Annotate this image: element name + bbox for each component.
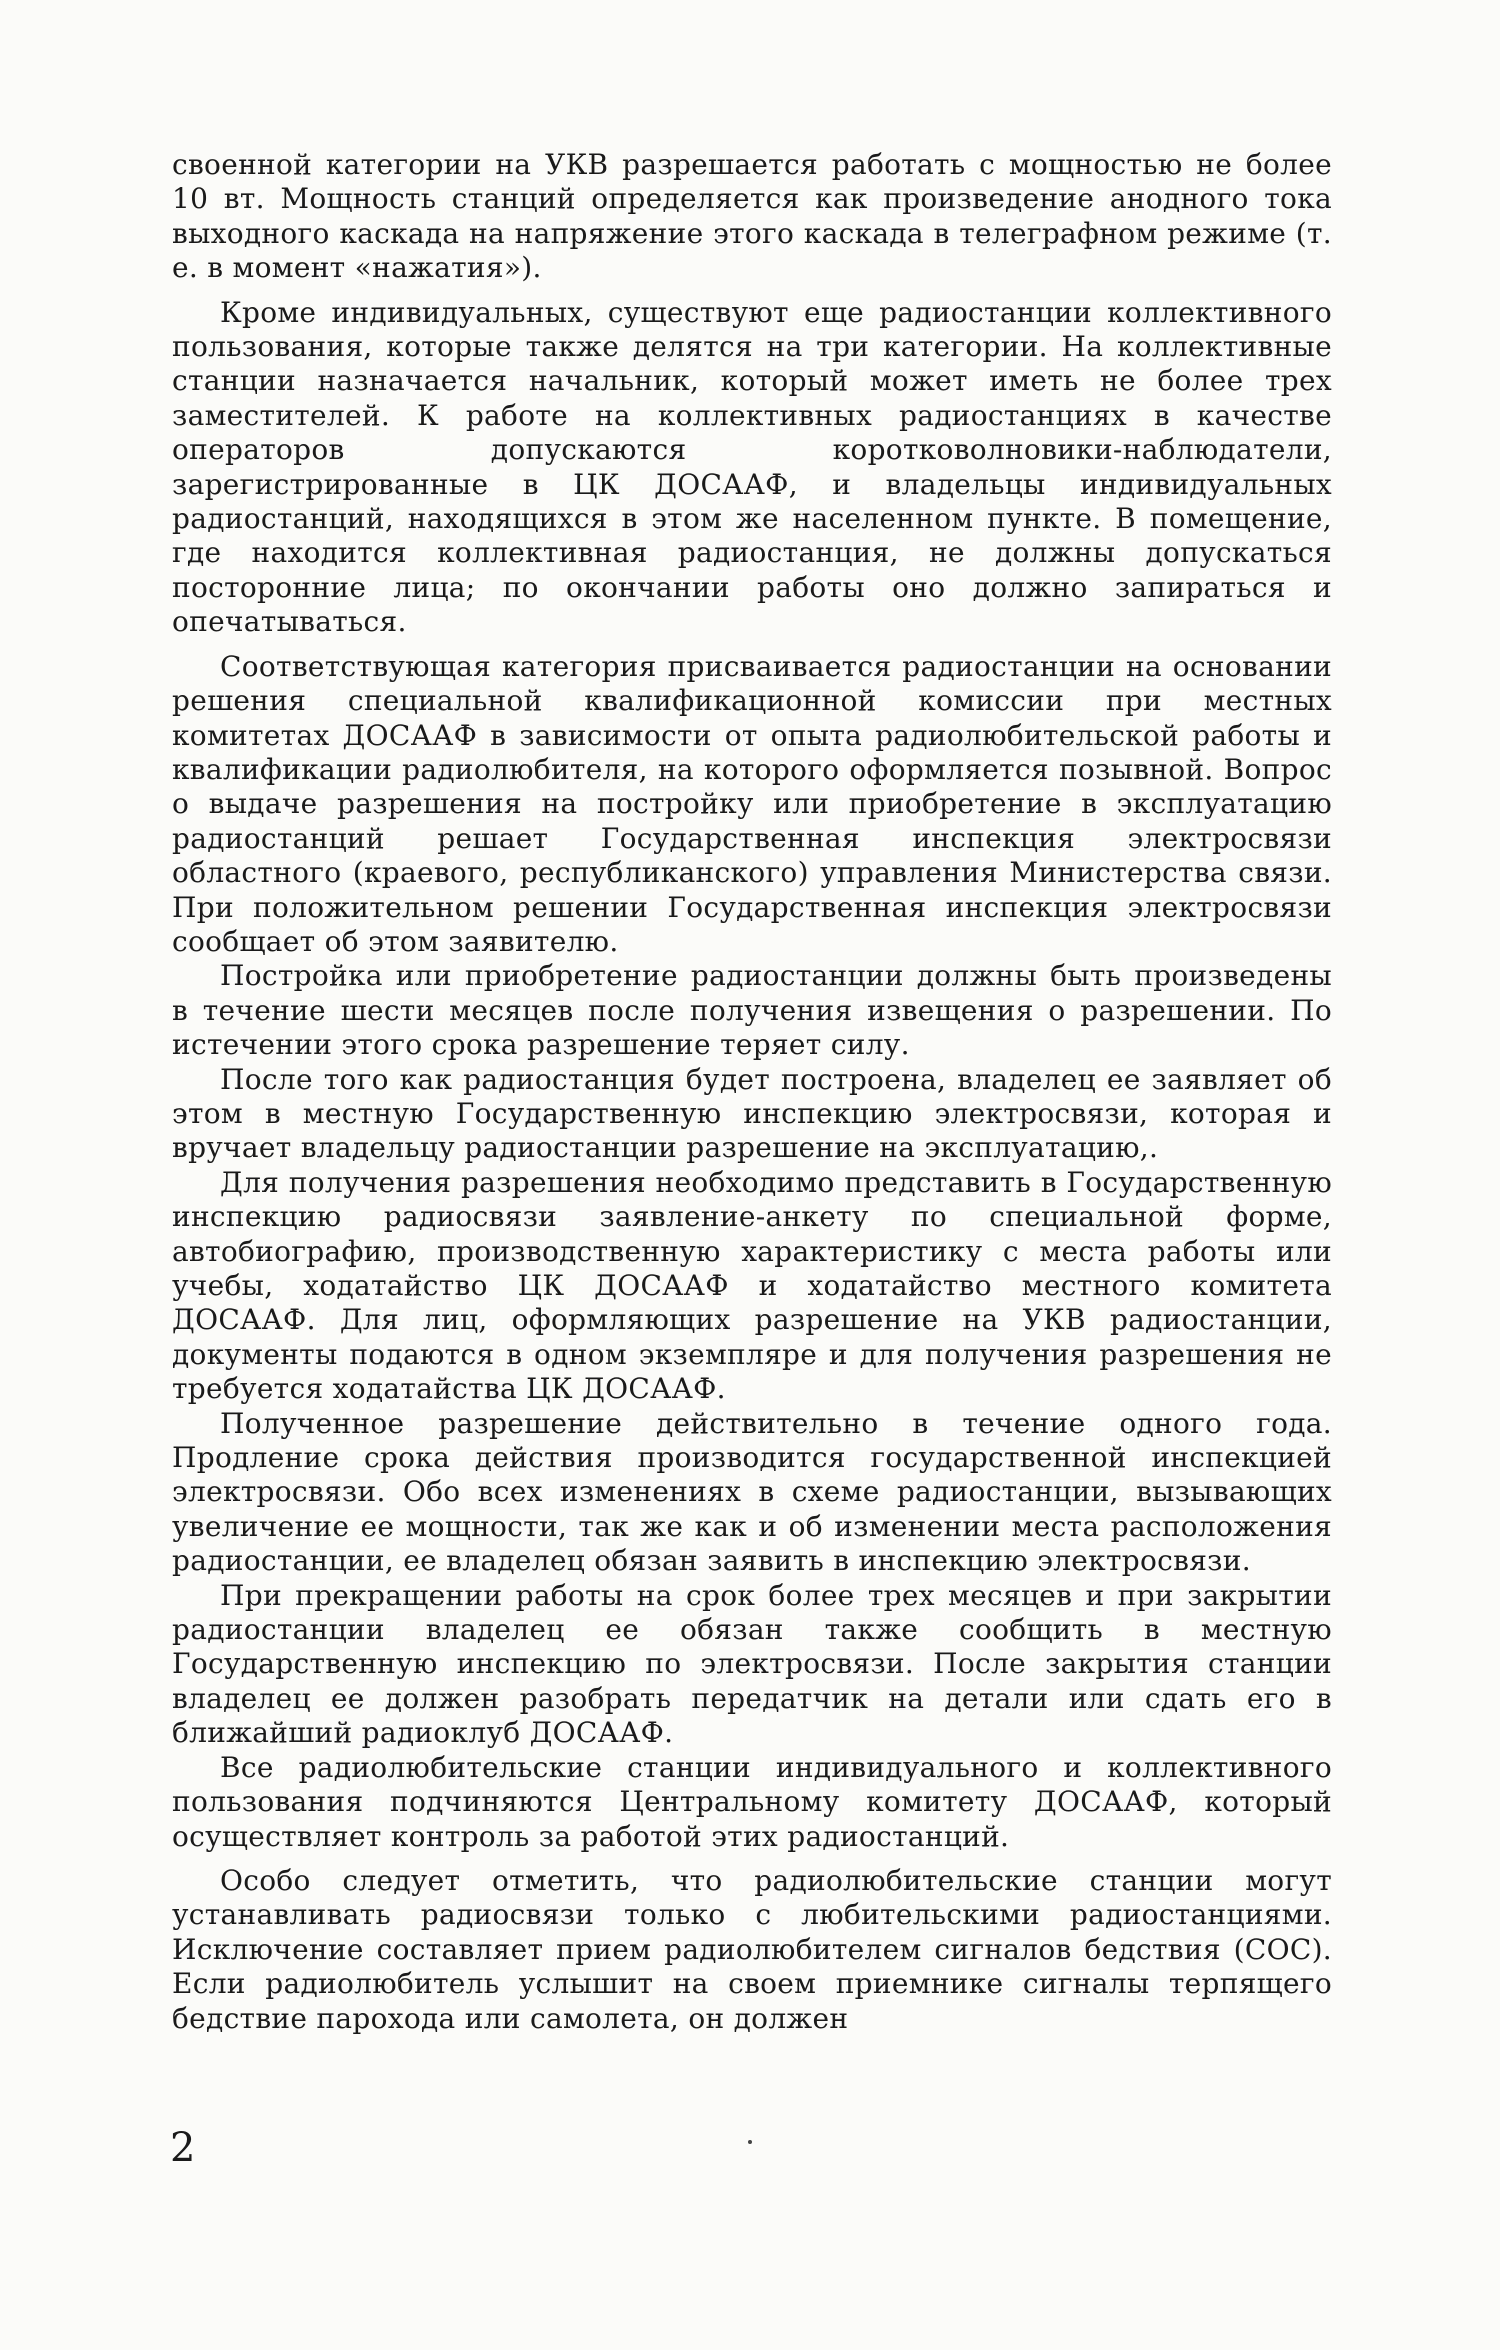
paragraph-subordination: Все радиолюбительские станции индивидуального и коллективного пользования подчиняются Центральному комитету ДОСААФ, который осуществляет контроль за работой этих радиостанций. [172, 1750, 1332, 1853]
paragraph-after-construction: После того как радиостанция будет построена, владелец ее заявляет об этом в местную Государственную инспекцию электросвязи, которая и вручает владельцу радиостанции разрешение на эксплуатацию,. [172, 1062, 1332, 1165]
paragraph-permit-validity: Полученное разрешение действительно в течение одного года. Продление срока действия производится государственной инспекцией электросвязи. Обо всех изменениях в схеме радиостанции, вызывающих увеличение ее мощности, так же как и об изменении места расположения радиостанции, ее владелец обязан заявить в инспекцию электросвязи. [172, 1406, 1332, 1578]
paragraph-continuation: своенной категории на УКВ разрешается работать с мощностью не более 10 вт. Мощность станций определяется как произведение анодного тока выходного каскада на напряжение этого каскада в телеграфном режиме (т. е. в момент «нажатия»). [172, 148, 1332, 285]
body-text [172, 148, 1332, 2036]
paragraph-construction-deadline: Постройка или приобретение радиостанции должны быть произведены в течение шести месяцев после получения извещения о разрешении. По истечении этого срока разрешение теряет силу. [172, 959, 1332, 1062]
page-number: 2 [170, 2125, 196, 2171]
paragraph-required-documents: Для получения разрешения необходимо представить в Государственную инспекцию радиосвязи заявление-анкету по специальной форме, автобиографию, производственную характеристику с места работы или учебы, ходатайство ЦК ДОСААФ и ходатайство местного комитета ДОСААФ. Для лиц, оформляющих разрешение на УКВ радиостанции, документы подаются в одном экземпляре и для получения разрешения не требуется ходатайства ЦК ДОСААФ. [172, 1165, 1332, 1406]
print-speck [748, 2140, 752, 2144]
paragraph-collective-stations: Кроме индивидуальных, существуют еще радиостанции коллективного пользования, которые также делятся на три категории. На коллективные станции назначается начальник, который может иметь не более трех заместителей. К работе на коллективных радиостанциях в качестве операторов допускаются коротковолновики-наблюдатели, зарегистрированные в ЦК ДОСААФ, и владельцы индивидуальных радиостанций, находящихся в этом же населенном пункте. В помещение, где находится коллективная радиостанция, не должны допускаться посторонние лица; по окончании работы оно должно запираться и опечатываться. [172, 295, 1332, 639]
paragraph-sos-exception: Особо следует отметить, что радиолюбительские станции могут устанавливать радиосвязи только с любительскими радиостанциями. Исключение составляет прием радиолюбителем сигналов бедствия (СОС). Если радиолюбитель услышит на своем приемнике сигналы терпящего бедствие парохода или самолета, он должен [172, 1863, 1332, 2035]
paragraph-closing-station: При прекращении работы на срок более трех месяцев и при закрытии радиостанции владелец ее обязан также сообщить в местную Государственную инспекцию по электросвязи. После закрытия станции владелец ее должен разобрать передатчик на детали или сдать его в ближайший радиоклуб ДОСААФ. [172, 1578, 1332, 1750]
paragraph-category-assignment: Соответствующая категория присваивается радиостанции на основании решения специальной квалификационной комиссии при местных комитетах ДОСААФ в зависимости от опыта радиолюбительской работы и квалификации радиолюбителя, на которого оформляется позывной. Вопрос о выдаче разрешения на постройку или приобретение в эксплуатацию радиостанций решает Государственная инспекция электросвязи областного (краевого, республиканского) управления Министерства связи. При положительном решении Государственная инспекция электросвязи сообщает об этом заявителю. [172, 649, 1332, 958]
